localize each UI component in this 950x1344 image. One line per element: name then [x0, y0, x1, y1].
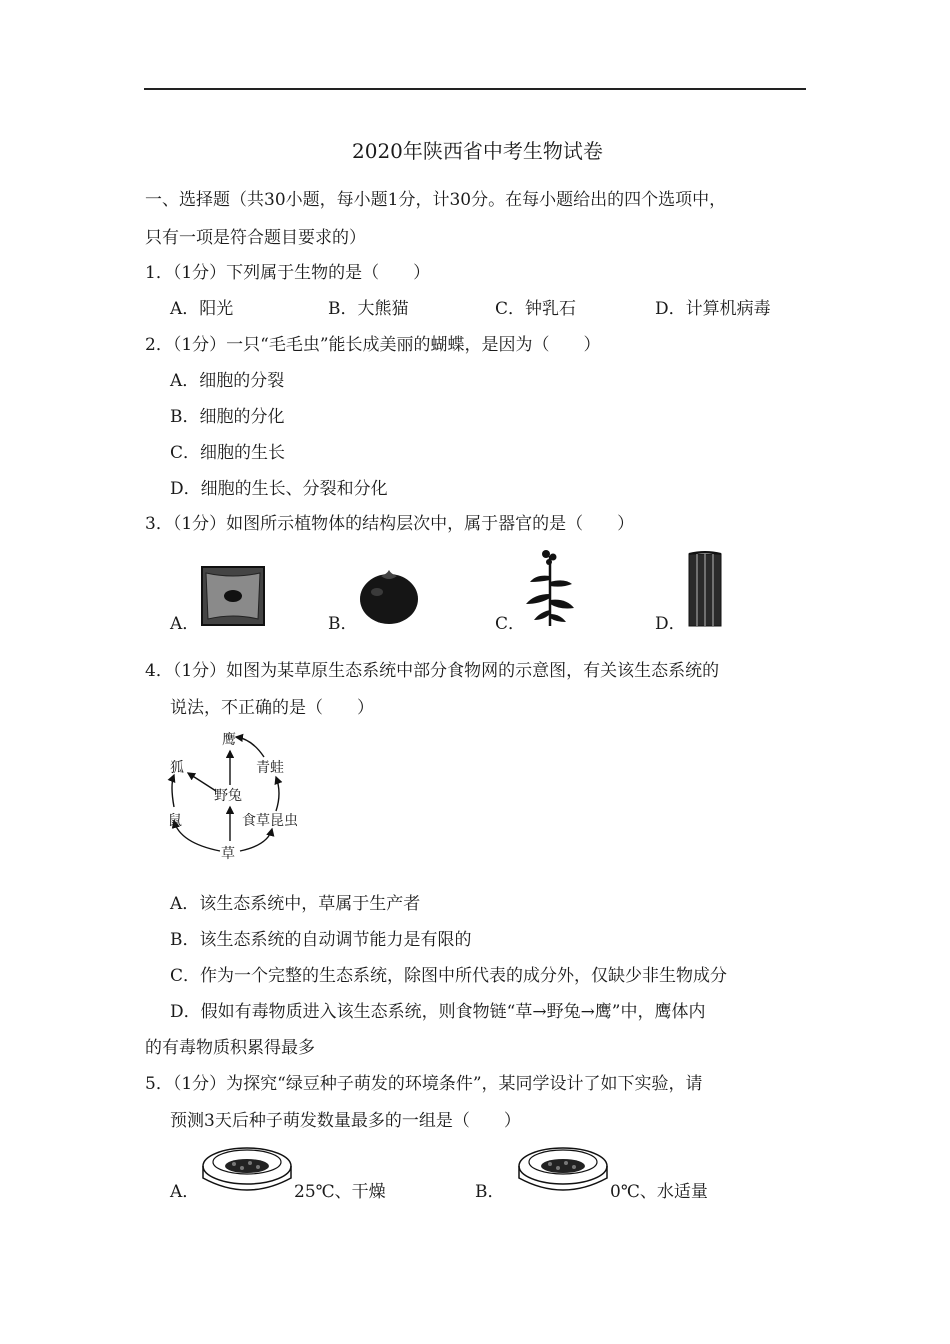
node-eagle: 鹰: [222, 732, 236, 748]
q2-stem: 2．（1分）一只“毛毛虫”能长成美丽的蝴蝶，是因为（ ）: [145, 335, 601, 355]
q2-option-c: C．细胞的生长: [170, 443, 286, 463]
section-heading-line2: 只有一项是符合题目要求的）: [145, 228, 366, 248]
q4-option-b: B．该生态系统的自动调节能力是有限的: [170, 930, 472, 950]
node-fox: 狐: [170, 760, 184, 776]
petri-dish-a-image: [200, 1142, 294, 1202]
q4-option-d-cont: 的有毒物质积累得最多: [145, 1038, 315, 1058]
section-heading-line1: 一、选择题（共30小题，每小题1分，计30分。在每小题给出的四个选项中，: [145, 190, 727, 210]
node-grass: 草: [221, 846, 235, 862]
q3-stem: 3．（1分）如图所示植物体的结构层次中，属于器官的是（ ）: [145, 514, 635, 534]
cell-image: [200, 565, 266, 627]
petri-dish-b-image: [516, 1142, 610, 1202]
node-rabbit: 野兔: [214, 788, 242, 804]
q4-option-d: D．假如有毒物质进入该生态系统，则食物链“草→野兔→鹰”中，鹰体内: [170, 1002, 706, 1022]
q3-option-d: D．: [655, 614, 686, 634]
q1-stem: 1．（1分）下列属于生物的是（ ）: [145, 263, 431, 283]
q1-option-d: D．计算机病毒: [655, 299, 771, 319]
node-mouse: 鼠: [168, 813, 182, 829]
node-frog: 青蛙: [256, 760, 284, 776]
page-title: 2020年陕西省中考生物试卷: [352, 139, 603, 163]
q4-stem-line2: 说法，不正确的是（ ）: [170, 698, 374, 718]
q2-option-a: A．细胞的分裂: [170, 371, 285, 391]
q3-option-b: B．: [328, 614, 358, 634]
header-rule: [144, 88, 806, 90]
q3-option-c: C．: [495, 614, 526, 634]
node-insect: 食草昆虫: [242, 813, 298, 829]
q1-option-a: A．阳光: [170, 299, 234, 319]
q3-option-a: A．: [170, 614, 200, 634]
q4-option-c: C．作为一个完整的生态系统，除图中所代表的成分外，仅缺少非生物成分: [170, 966, 728, 986]
q5-stem-line2: 预测3天后种子萌发数量最多的一组是（ ）: [170, 1111, 521, 1131]
q5-option-b-label: B．: [475, 1182, 505, 1202]
q5-option-a-condition: 25℃、干燥: [294, 1182, 386, 1202]
q5-option-b-condition: 0℃、水适量: [610, 1182, 708, 1202]
q4-option-a: A．该生态系统中，草属于生产者: [170, 894, 421, 914]
plant-image: [522, 548, 578, 628]
q5-option-a-label: A．: [170, 1182, 200, 1202]
q5-stem-line1: 5．（1分）为探究“绿豆种子萌发的环境条件”，某同学设计了如下实验，请: [145, 1074, 703, 1094]
tomato-image: [357, 568, 423, 626]
q1-option-c: C．钟乳石: [495, 299, 577, 319]
q1-option-b: B．大熊猫: [328, 299, 409, 319]
tissue-image: [685, 550, 725, 630]
q2-option-d: D．细胞的生长、分裂和分化: [170, 479, 388, 499]
q4-stem-line1: 4．（1分）如图为某草原生态系统中部分食物网的示意图，有关该生态系统的: [145, 661, 720, 681]
q2-option-b: B．细胞的分化: [170, 407, 285, 427]
